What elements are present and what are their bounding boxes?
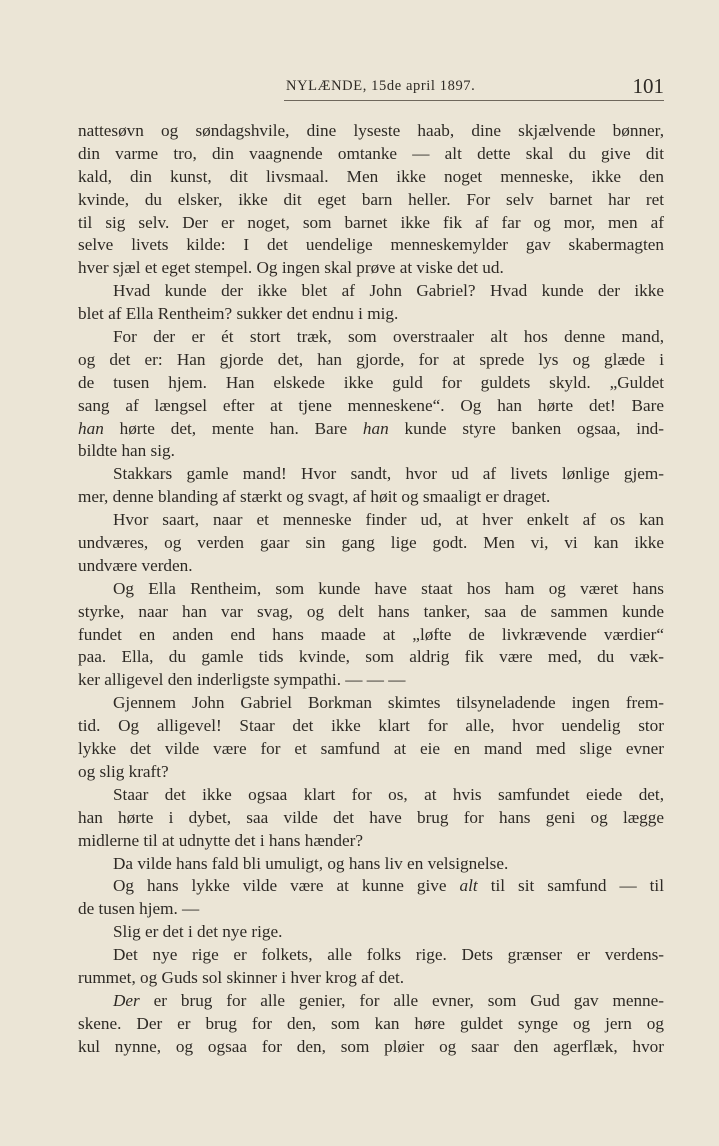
text-line: og det er: Han gjorde det, han gjorde, for at sprede lys og glæde i xyxy=(78,349,664,369)
emphasized-word: Der xyxy=(113,990,140,1010)
text-line: Det nye rige er folkets, alle folks rige. Dets grænser er verdens- xyxy=(113,945,664,965)
text-line: rummet, og Guds sol skinner i hver krog af det. xyxy=(78,967,405,987)
text-line: kul nynne, og ogsaa for den, som pløier og saar den agerflæk, hvor xyxy=(78,1036,664,1056)
text-line: styrke, naar han var svag, og delt hans tanker, saa de sammen kunde xyxy=(78,601,664,621)
text-line: ker alligevel den inderligste sympathi. — — — xyxy=(78,670,406,690)
text-segment: Og hans lykke vilde være at kunne give xyxy=(113,876,460,896)
text-line: For der er ét stort træk, som overstraaler alt hos denne mand, xyxy=(113,327,664,347)
body-text xyxy=(78,120,664,1059)
text-line: til sig selv. Der er noget, som barnet ikke fik af far og mor, men af xyxy=(78,212,664,232)
emphasized-word: han xyxy=(362,418,389,438)
text-line: hver sjæl et eget stempel. Og ingen skal prøve at viske det ud. xyxy=(78,258,504,278)
text-line: de tusen hjem. — xyxy=(78,899,200,919)
text-line: og slig kraft? xyxy=(78,761,169,781)
text-line: bildte han sig. xyxy=(78,441,175,461)
text-line: midlerne til at udnytte det i hans hænder? xyxy=(78,830,363,850)
text-line: han hørte i dybet, saa vilde det have brug for hans geni og lægge xyxy=(78,807,664,827)
text-line: skene. Der er brug for den, som kan høre guldet synge og jern og xyxy=(78,1013,664,1033)
page-header xyxy=(78,74,664,100)
text-line: lykke det vilde være for et samfund at eie en mand med slige evner xyxy=(78,739,664,759)
text-segment: kunde styre banken ogsaa, ind- xyxy=(388,418,664,438)
text-line: Hvad kunde der ikke blet af John Gabriel? Hvad kunde der ikke xyxy=(113,281,664,301)
text-line xyxy=(78,990,664,1013)
text-line: kald, din kunst, dit livsmaal. Men ikke noget menneske, ikke den xyxy=(78,166,664,186)
text-line: Gjennem John Gabriel Borkman skimtes tilsyneladende ingen frem- xyxy=(113,693,664,713)
text-line xyxy=(78,418,664,441)
text-segment: til sit samfund — til xyxy=(477,876,664,896)
text-line: undvære verden. xyxy=(78,555,193,575)
text-line: Da vilde hans fald bli umuligt, og hans liv en velsignelse. xyxy=(113,853,509,873)
text-line: blet af Ella Rentheim? sukker det endnu i mig. xyxy=(78,304,399,324)
header-rule xyxy=(284,100,664,101)
text-line: sang af længsel efter at tjene menneskene“. Og han hørte det! Bare xyxy=(78,395,664,415)
text-line: nattesøvn og søndagshvile, dine lyseste haab, dine skjælvende bønner, xyxy=(78,121,664,140)
text-line: selve livets kilde: I det uendelige menneskemylder gav skabermagten xyxy=(78,235,664,255)
text-line: Stakkars gamle mand! Hvor sandt, hvor ud af livets lønlige gjem- xyxy=(113,464,664,484)
text-line: tid. Og alligevel! Staar det ikke klart for alle, hvor uendelig stor xyxy=(78,716,664,736)
text-line: undværes, og verden gaar sin gang lige godt. Men vi, vi kan ikke xyxy=(78,533,664,553)
emphasized-word: han xyxy=(78,418,104,438)
text-line: de tusen hjem. Han elskede ikke guld for guldets skyld. „Guldet xyxy=(78,372,664,392)
text-line: Og Ella Rentheim, som kunde have staat hos ham og været hans xyxy=(113,578,664,598)
text-line: Hvor saart, naar et menneske finder ud, at hver enkelt af os kan xyxy=(113,510,664,530)
text-line: kvinde, du elsker, ikke dit eget barn heller. For selv barnet har ret xyxy=(78,189,664,209)
text-line: din varme tro, din vaagnende omtanke — alt dette skal du give dit xyxy=(78,143,664,163)
text-segment: hørte det, mente han. Bare xyxy=(103,418,363,438)
page-number: 101 xyxy=(632,74,664,98)
text-line: mer, denne blanding af stærkt og svagt, af høit og smaaligt er draget. xyxy=(78,487,551,507)
text-line: Slig er det i det nye rige. xyxy=(113,922,283,942)
text-line: paa. Ella, du gamle tids kvinde, som aldrig fik være med, du væk- xyxy=(78,647,664,667)
running-title: NYLÆNDE, 15de april 1897. xyxy=(286,78,476,94)
text-line: fundet en anden end hans maade at „løfte de livkrævende værdier“ xyxy=(78,624,664,644)
emphasized-word: alt xyxy=(459,876,478,896)
text-segment: er brug for alle genier, for alle evner, som Gud gav menne- xyxy=(139,990,664,1010)
text-line: Staar det ikke ogsaa klart for os, at hvis samfundet eiede det, xyxy=(113,784,664,804)
text-line xyxy=(78,875,664,898)
